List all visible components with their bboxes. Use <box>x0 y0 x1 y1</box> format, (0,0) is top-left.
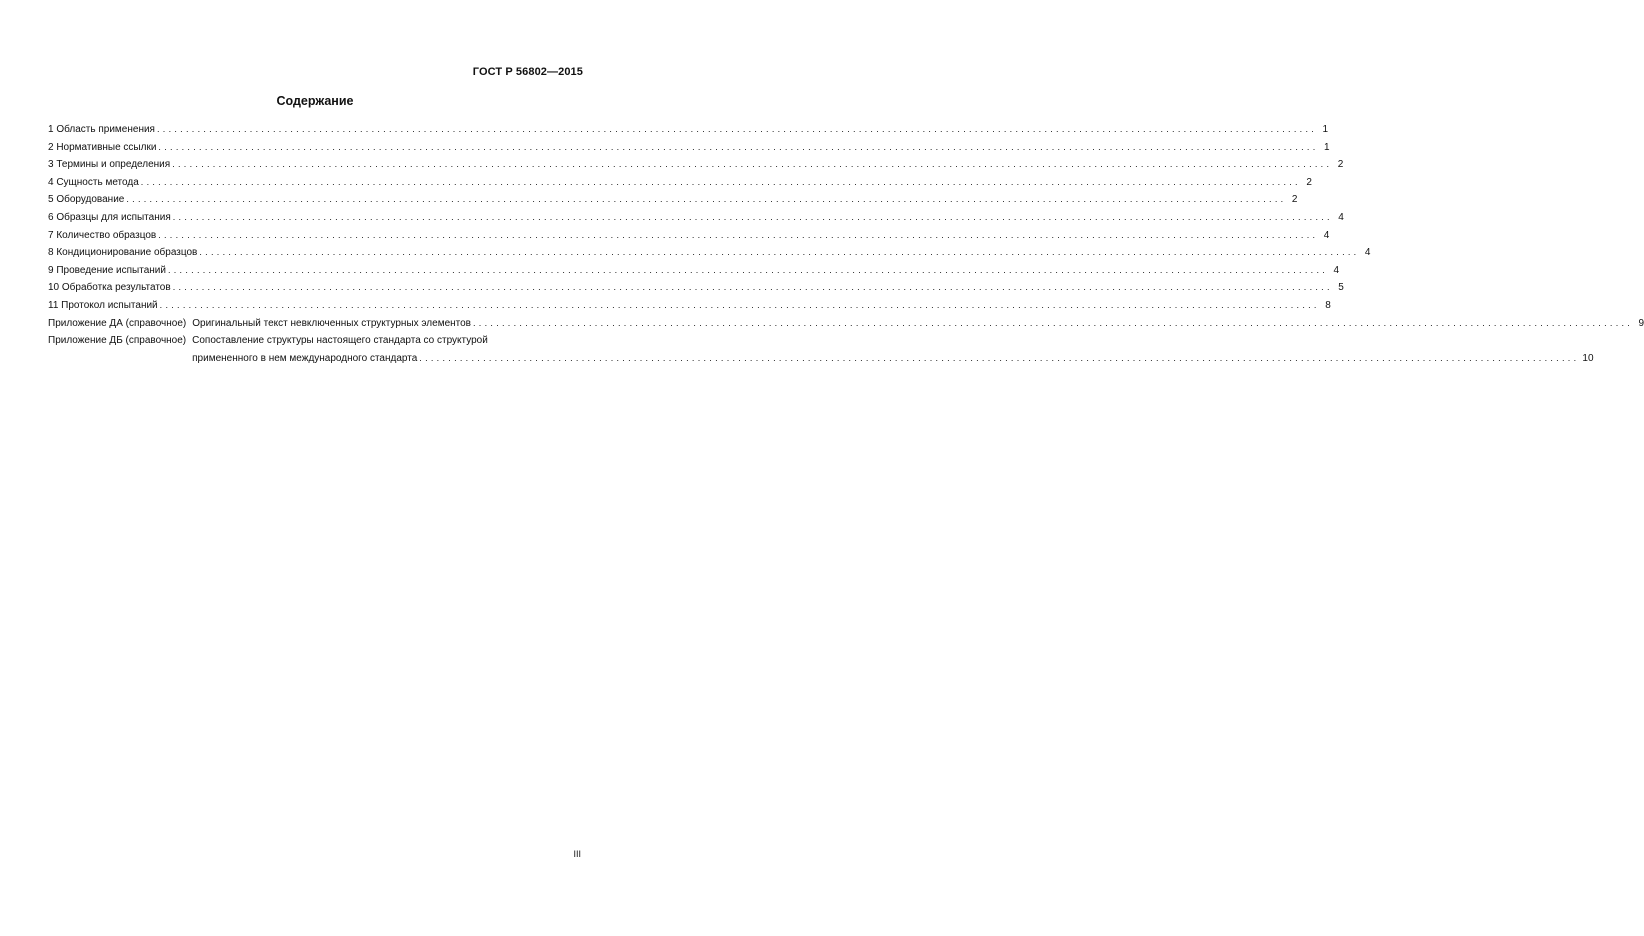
appendix-title: примененного в нем международного стандарта <box>192 352 418 364</box>
toc-entry-page: 4 <box>1338 211 1344 223</box>
toc-leader-dots: ........................................................................................................................................................................................................ <box>156 124 1318 134</box>
toc-leader-dots: ........................................................................................................................................................................................................ <box>159 299 1320 310</box>
toc-leader-dots: ........................................................................................................................................................................................................ <box>172 159 1333 170</box>
page-number: III <box>573 849 581 859</box>
toc-entry[interactable] <box>48 262 1340 280</box>
toc-leader-dots: ........................................................................................................................................................................................................ <box>126 194 1287 205</box>
appendix-page: 10 <box>1582 352 1594 364</box>
toc-entry-page: 2 <box>1337 159 1344 171</box>
toc-entry[interactable] <box>48 139 1330 157</box>
toc-entry-page: 2 <box>1291 194 1298 206</box>
toc-entry-title: 2 Нормативные ссылки <box>48 141 157 153</box>
toc-entry-page: 1 <box>1323 141 1330 153</box>
toc-entry-page: 8 <box>1325 299 1331 311</box>
toc-entry[interactable] <box>48 156 1344 174</box>
appendix-title: Оригинальный текст невключенных структурных элементов <box>192 317 471 329</box>
toc-entry-title: 10 Обработка результатов <box>48 282 171 294</box>
toc-entry-title: 6 Образцы для испытания <box>48 211 171 223</box>
toc-title: Содержание <box>276 94 354 108</box>
document-code: ГОСТ Р 56802—2015 <box>472 66 583 78</box>
appendix-title-line: Сопоставление структуры настоящего стандарта со структурой <box>192 335 488 347</box>
toc-leader-dots: ........................................................................................................................................................................................................ <box>167 264 1329 275</box>
toc-entry[interactable] <box>48 297 1331 315</box>
toc-entry[interactable] <box>48 191 1298 209</box>
toc-entry-title: 5 Оборудование <box>48 194 125 206</box>
toc-entry[interactable] <box>48 209 1344 227</box>
table-of-contents <box>48 121 1644 367</box>
toc-entry-title: 4 Сущность метода <box>48 176 139 188</box>
appendix-label: Приложение ДА (справочное) <box>48 317 187 329</box>
toc-entry-title: 11 Протокол испытаний <box>48 299 158 311</box>
toc-leader-dots: ........................................................................................................................................................................................................ <box>199 247 1360 258</box>
toc-leader-dots: ........................................................................................................................................................................................................ <box>140 176 1301 187</box>
toc-entry-page: 5 <box>1338 282 1344 294</box>
appendix-line <box>192 315 1644 333</box>
toc-appendix-entry[interactable] <box>48 332 1594 367</box>
toc-entry-title: 1 Область применения <box>48 124 155 135</box>
appendix-body <box>192 332 1594 367</box>
toc-leader-dots: ........................................................................................................................................................................................................ <box>158 229 1319 240</box>
toc-entry-page: 2 <box>1306 176 1312 188</box>
toc-entry-title: 8 Кондиционирование образцов <box>48 247 198 259</box>
toc-leader-dots: ........................................................................................................................................................................................................ <box>473 317 1634 328</box>
toc-leader-dots: ........................................................................................................................................................................................................ <box>158 141 1319 152</box>
toc-entry-page: 1 <box>1322 124 1329 135</box>
toc-entry[interactable] <box>48 279 1344 297</box>
toc-entry-page: 4 <box>1333 264 1340 276</box>
appendix-body <box>192 315 1644 333</box>
appendix-page: 9 <box>1638 317 1644 329</box>
toc-entry-title: 7 Количество образцов <box>48 229 157 241</box>
toc-appendix-entry[interactable] <box>48 315 1644 333</box>
toc-entry[interactable] <box>48 244 1371 262</box>
toc-entry[interactable] <box>48 174 1312 192</box>
toc-entry-page: 4 <box>1364 247 1371 259</box>
toc-leader-dots: ........................................................................................................................................................................................................ <box>172 282 1333 293</box>
toc-leader-dots: ........................................................................................................................................................................................................ <box>172 211 1333 222</box>
toc-leader-dots: ........................................................................................................................................................................................................ <box>419 352 1580 363</box>
toc-entry[interactable] <box>48 227 1330 245</box>
appendix-label: Приложение ДБ (справочное) <box>48 335 187 347</box>
toc-entry[interactable] <box>48 121 1329 139</box>
toc-entry-page: 4 <box>1323 229 1330 241</box>
toc-entry-title: 3 Термины и определения <box>48 159 171 171</box>
appendix-line <box>192 350 1594 368</box>
toc-entry-title: 9 Проведение испытаний <box>48 264 166 276</box>
